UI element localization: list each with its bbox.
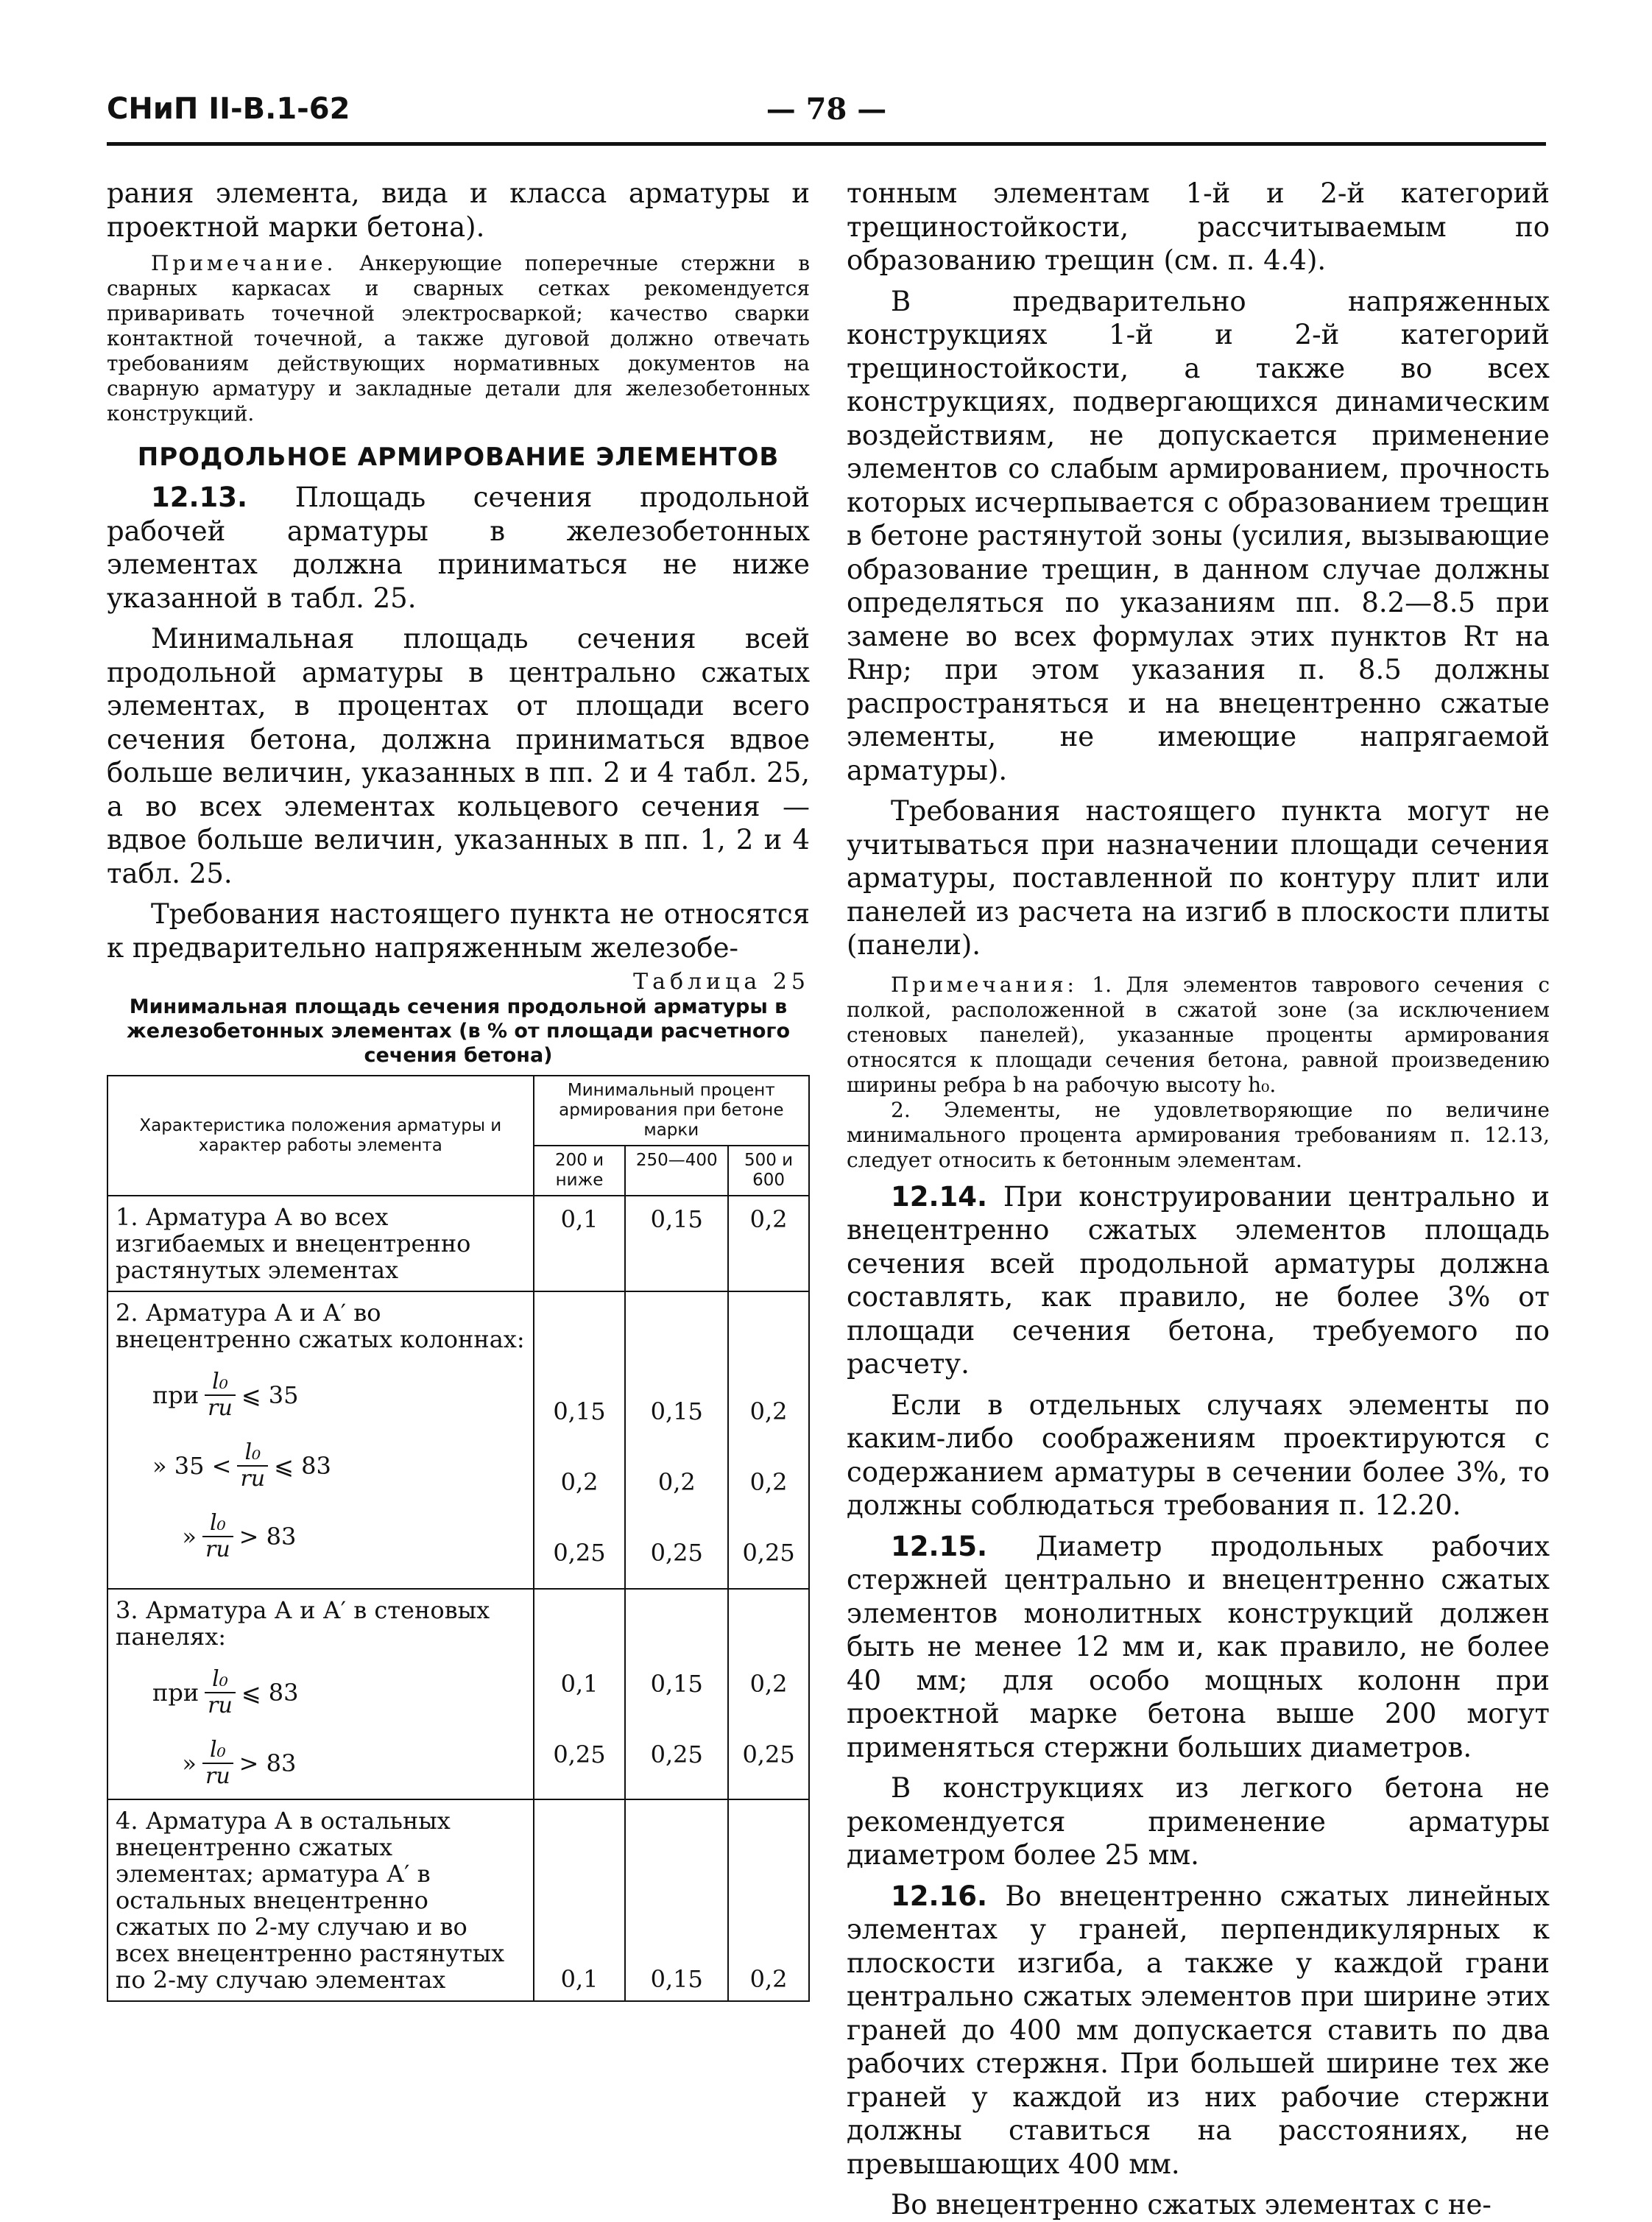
cell-value: 0,2 (728, 1799, 809, 2001)
clause-text: При конструировании центрально и внецентренно сжатых элементов площадь сечения всей продольной арматуры должна составлять, как правило, не более 3% от площади сечения бетона, требуемого по расчету. (847, 1180, 1550, 1380)
cell-values: 0,15 0,25 (625, 1589, 728, 1799)
condition-row: » $\frac{\text{l₀}}{rи}$ > 83 (182, 1510, 297, 1562)
page-header (107, 88, 1546, 146)
row-description: 3. Арматура А и А′ в стеновых панелях: при $\frac{\text{l₀}}{rи}$ ⩽ 83 » $\frac{\text{l₀}}{rи}$ > 83 (107, 1589, 534, 1799)
paragraph-min-area: Минимальная площадь сечения всей продольной арматуры в центрально сжатых элементах, в процентах от площади всего сечения бетона, должна приниматься вдвое больше величин, указанных в пп. 2 и 4 табл. 25, а во всех элементах кольцевого сечения — вдвое больше величин, указанных в пп. 1, 2 и 4 табл. 25. (107, 623, 810, 889)
paragraph-requirements: Требования настоящего пункта не относятся к предварительно напряженным железобе- (107, 898, 810, 964)
cell-value: 0,15 (625, 1196, 728, 1291)
row-description: 1. Арматура А во всех изгибаемых и внецентренно растянутых элементах (107, 1196, 534, 1291)
note-label: Примечание. (151, 251, 337, 275)
note-concrete-elements: 2. Элементы, не удовлетворяющие по величине минимального процента армирования требованиям п. 12.13, следует относить к бетонным элементам. (847, 1097, 1550, 1172)
cell-value: 0,1 (534, 1799, 626, 2001)
reinforcement-table (107, 1075, 810, 2002)
section-title: ПРОДОЛЬНОЕ АРМИРОВАНИЕ ЭЛЕМЕНТОВ (137, 442, 780, 472)
paragraph-prestressed: В предварительно напряженных конструкциях 1-й и 2-й категорий трещиностойкости, а также во всех конструкциях, подвергающихся динамическим воздействиям, не допускается применение элементов со слабым армированием, прочность которых исчерпывается с образованием трещин в бетоне растянутой зоны (усилия, вызывающие образование трещин, в данном случае должны определяться по указаниям пп. 8.2—8.5 при замене во всех формулах этих пунктов Rт на Rнр; при этом указания п. 8.5 должны распространяться и на внецентренно сжатые элементы, не имеющие напрягаемой арматуры). (847, 285, 1550, 786)
table-row (107, 1589, 809, 1799)
notes-tee-section (847, 973, 1550, 1098)
header-grade-200: 200 и ниже (534, 1146, 626, 1196)
cell-value: 0,2 (728, 1196, 809, 1291)
paragraph-continuation: тонным элементам 1-й и 2-й категорий трещиностойкости, рассчитываемым по образованию трещин (см. п. 4.4). (847, 177, 1550, 276)
paragraph-exceptions: Если в отдельных случаях элементы по каким-либо соображениям проектируются с содержанием арматуры в сечении более 3%, то должны соблюдаться требования п. 12.20. (847, 1389, 1550, 1521)
header-grade-250-400: 250—400 (625, 1146, 728, 1196)
header-min-percent: Минимальный процент армирования при бетоне марки (534, 1076, 809, 1146)
left-column (107, 177, 810, 2002)
header-characteristic: Характеристика положения арматуры и характер работы элемента (107, 1076, 534, 1196)
fraction: $\frac{\text{l₀}}{rи}$ (202, 1738, 233, 1789)
condition-row: при $\frac{\text{l₀}}{rи}$ ⩽ 35 (152, 1369, 299, 1421)
fraction: $\frac{\text{l₀}}{rи}$ (205, 1667, 236, 1718)
cell-value: 0,15 (625, 1799, 728, 2001)
row-description: 2. Арматура А и А′ во внецентренно сжатых колоннах: при $\frac{\text{l₀}}{rи}$ ⩽ 35 » 35 < $\frac{\text{l₀}}{rи}$ ⩽ 83 » $\frac{\text{l₀}}{rи}$ > 83 (107, 1291, 534, 1589)
page-number: — 78 — (766, 92, 887, 127)
paragraph-12-15 (847, 1530, 1550, 1765)
table-title: Минимальная площадь сечения продольной арматуры в железобетонных элементах (в % от площади расчетного сечения бетона) (126, 995, 791, 1067)
cell-values: 0,2 0,25 (728, 1589, 809, 1799)
condition-row: » 35 < $\frac{\text{l₀}}{rи}$ ⩽ 83 (152, 1439, 331, 1492)
note-text: Анкерующие поперечные стержни в сварных каркасах и сварных сетках рекомендуется приваривать точечной электросваркой; качество сварки контактной точечной, а также дуговой должно отвечать требованиям действующих нормативных документов на сварную арматуру и закладные детали для железобетонных конструкций. (107, 251, 810, 426)
table-row (107, 1799, 809, 2001)
cell-values: 0,1 0,25 (534, 1589, 626, 1799)
paragraph-requirements-2: Требования настоящего пункта могут не учитываться при назначении площади сечения арматуры, поставленной по контуру плит или панелей из расчета на изгиб в плоскости плиты (панели). (847, 795, 1550, 961)
fraction: $\frac{\text{l₀}}{rи}$ (237, 1440, 268, 1492)
note-anchoring (107, 251, 810, 426)
header-grade-500-600: 500 и 600 (728, 1146, 809, 1196)
paragraph-12-13 (107, 481, 810, 615)
notes-label: Примечания: (891, 972, 1078, 997)
clause-text: Во внецентренно сжатых линейных элементах у граней, перпендикулярных к плоскости изгиба, а также у каждой грани центрально сжатых элементов при ширине этих граней до 400 мм допускается ставить по два рабочих стержня. При большей ширине тех же граней у каждой из них рабочие стержни должны ставиться на расстояниях, не превышающих 400 мм. (847, 1880, 1550, 2180)
cell-values: 0,15 0,2 0,25 (625, 1291, 728, 1589)
table-row (107, 1291, 809, 1589)
row-description: 4. Арматура А в остальных внецентренно сжатых элементах; арматура А′ в остальных внецентренно сжатых по 2-му случаю и во всех внецентренно растянутых по 2-му случаю элементах (107, 1799, 534, 2001)
clause-number: 12.14. (891, 1180, 988, 1213)
cell-values: 0,2 0,2 0,25 (728, 1291, 809, 1589)
clause-number: 12.16. (891, 1880, 988, 1912)
condition-row: » $\frac{\text{l₀}}{rи}$ > 83 (182, 1737, 297, 1789)
table-caption: Таблица 25 (633, 969, 810, 995)
document-code: СНиП II-В.1-62 (107, 92, 350, 126)
note-text: 1. Для элементов таврового сечения с полкой, расположенной в сжатой зоне (за исключением стеновых панелей), указанные проценты армирования относятся к площади сечения бетона, равной произведению ширины ребра b на рабочую высоту h₀. (847, 972, 1550, 1097)
paragraph-last: Во внецентренно сжатых элементах с не- (891, 2189, 1492, 2221)
cell-value: 0,1 (534, 1196, 626, 1291)
table-row (107, 1196, 809, 1291)
paragraph-light-concrete: В конструкциях из легкого бетона не рекомендуется применение арматуры диаметром более 25 мм. (847, 1772, 1550, 1871)
clause-number: 12.13. (151, 482, 248, 513)
right-column (847, 177, 1550, 2222)
clause-text: Площадь сечения продольной рабочей арматуры в железобетонных элементах должна приниматься не ниже указанной в табл. 25. (107, 482, 810, 614)
condition-row: при $\frac{\text{l₀}}{rи}$ ⩽ 83 (152, 1666, 299, 1718)
clause-text: Диаметр продольных рабочих стержней центрально и внецентренно сжатых элементов монолитных конструкций должен быть не менее 12 мм и, как правило, не более 40 мм; для особо мощных колонн при проектной марке бетона выше 200 могут применяться стержни больших диаметров. (847, 1530, 1550, 1763)
fraction: $\frac{\text{l₀}}{rи}$ (205, 1369, 236, 1421)
paragraph-intro: рания элемента, вида и класса арматуры и проектной марки бетона). (107, 177, 810, 243)
paragraph-12-14 (847, 1180, 1550, 1381)
cell-values: 0,15 0,2 0,25 (534, 1291, 626, 1589)
fraction: $\frac{\text{l₀}}{rи}$ (202, 1511, 233, 1562)
paragraph-12-16 (847, 1880, 1550, 2182)
clause-number: 12.15. (891, 1530, 988, 1562)
